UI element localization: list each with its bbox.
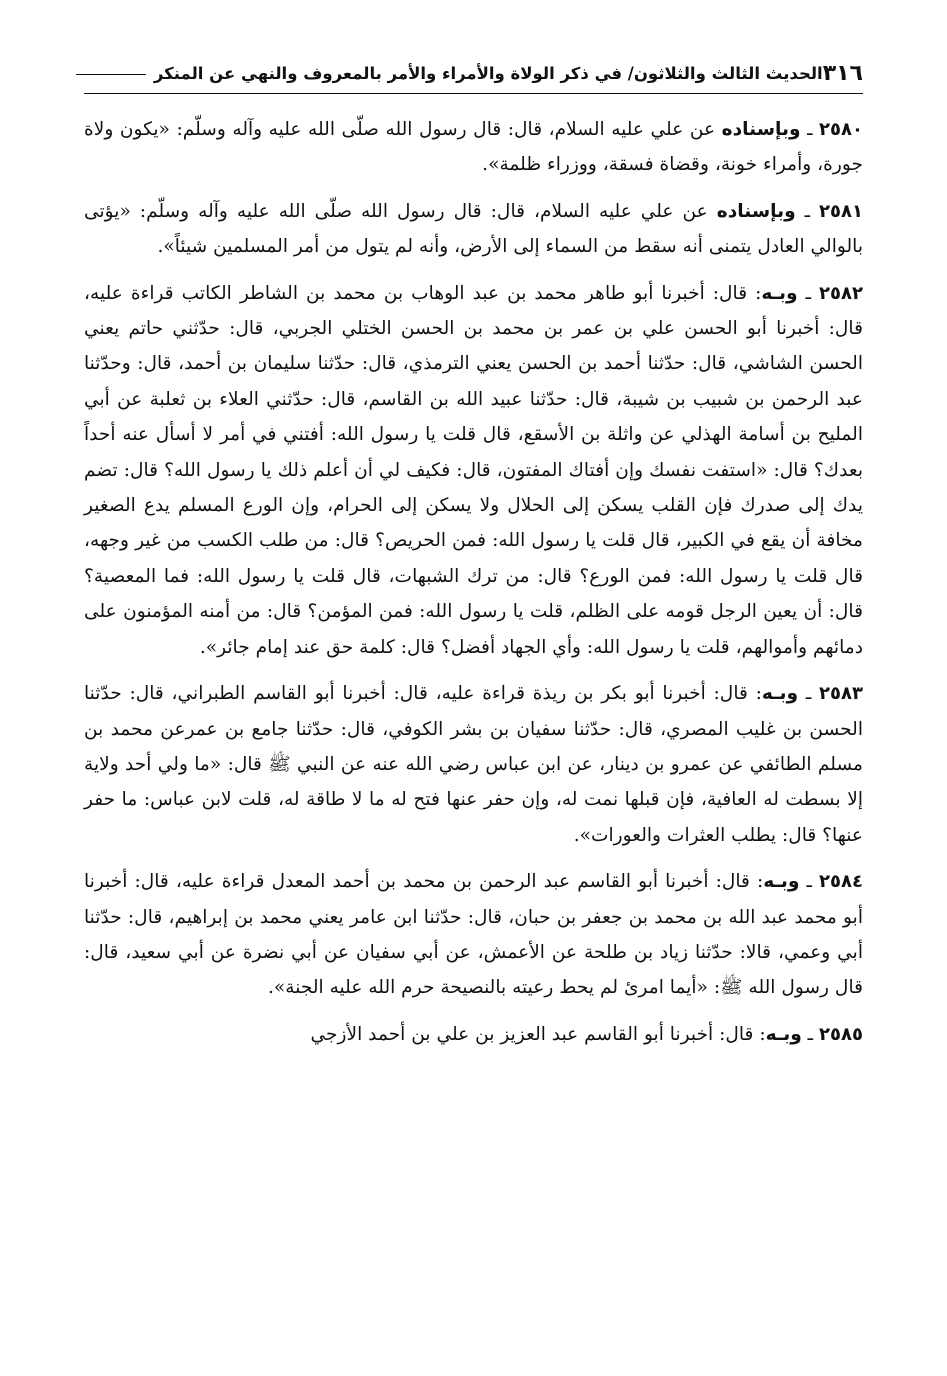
hadith-dash: ـ bbox=[795, 200, 820, 222]
hadith-number: ٢٥٨٢ bbox=[819, 282, 863, 304]
hadith-number: ٢٥٨٥ bbox=[819, 1023, 863, 1045]
hadith-2583 bbox=[84, 676, 863, 853]
hadith-2585 bbox=[84, 1017, 863, 1052]
hadith-text: عن علي عليه السلام، قال: قال رسول الله صلّى الله عليه وآله وسلّم: «يكون ولاة جورة، وأمراء خونة، وقضاة فسقة، ووزراء ظلمة». bbox=[84, 119, 863, 176]
hadith-dash: ـ bbox=[800, 119, 820, 140]
hadith-number: ٢٥٨٣ bbox=[819, 683, 863, 705]
hadith-lead: وبإسناده bbox=[716, 200, 796, 222]
running-header bbox=[84, 58, 863, 94]
hadith-text: : قال: أخبرنا أبو طاهر محمد بن عبد الوهاب بن محمد بن الشاطر الكاتب قراءة عليه، قال: أخبرنا أبو الحسن علي بن عمر بن محمد بن الحسن الختلي الجربي، قال: حدّثني حاتم يعني الحسن الشاشي، قال: حدّثنا أحمد بن الحسن يعني الترمذي، قال: حدّثنا سليمان بن أحمد، قال: وحدّثنا عبد الرحمن بن شبيب بن شيبة، قال: حدّثنا عبيد الله بن القاسم، قال: حدّثني العلاء بن ثعلبة عن أبي المليح بن أسامة الهذلي عن واثلة بن الأسقع، قال قلت يا رسول الله: أفتني في أمر لا أسأل عنه أحداً بعدك؟ قال: «استفت نفسك وإن أفتاك المفتون، قال: فكيف لي أن أعلم ذلك يا رسول الله؟ قال: تضم يدك إلى صدرك فإن القلب يسكن إلى الحلال ولا يسكن إلى الحرام، وإن الورع المسلم يدع الصغير مخافة أن يقع في الكبير، قال قلت يا رسول الله: فمن الحريص؟ قال: من طلب الكسب من غير وجهه، قال قلت يا رسول الله: فمن الورع؟ قال: من ترك الشبهات، قال قلت يا رسول الله: فما المعصية؟ قال: أن يعين الرجل قومه على الظلم، قلت يا رسول الله: فمن المؤمن؟ قال: من أمنه المؤمنون على دمائهم وأموالهم، قلت يا رسول الله: وأي الجهاد أفضل؟ قال: كلمة حق عند إمام جائر». bbox=[84, 282, 863, 658]
hadith-lead: وبـه bbox=[761, 683, 799, 705]
hadith-2584 bbox=[84, 864, 863, 1006]
hadith-text: : قال: أخبرنا أبو القاسم عبد الرحمن بن محمد بن أحمد المعدل قراءة عليه، قال: أخبرنا أبو محمد عبد الله بن محمد بن جعفر بن حبان، قال: حدّثنا ابن عامر يعني محمد بن إبراهيم، قال: حدّثنا أبي وعمي، قالا: حدّثنا زياد بن طلحة عن الأعمش، عن أبي سفيان عن أبي نضرة عن أبي سعيد، قال: قال رسول الله ﷺ: «أيما امرئ لم يحط رعيته بالنصيحة حرم الله عليه الجنة». bbox=[84, 871, 863, 999]
hadith-dash: ـ bbox=[801, 1023, 820, 1045]
hadith-2581 bbox=[84, 194, 863, 265]
hadith-number: ٢٥٨٤ bbox=[819, 871, 863, 893]
hadith-2582 bbox=[84, 276, 863, 665]
hadith-text: عن علي عليه السلام، قال: قال رسول الله صلّى الله عليه وآله وسلّم: «يؤتى بالوالي العادل يتمنى أنه سقط من السماء إلى الأرض، وأنه لم يتول من أمر المسلمين شيئاً». bbox=[84, 200, 863, 258]
hadith-number: ٢٥٨٠ bbox=[819, 119, 863, 140]
chapter-title-text: الحديث الثالث والثلاثون/ في ذكر الولاة والأمراء والأمر بالمعروف والنهي عن المنكر bbox=[153, 64, 823, 83]
hadith-number: ٢٥٨١ bbox=[819, 200, 863, 222]
hadith-lead: وبإسناده bbox=[721, 119, 801, 140]
chapter-title bbox=[76, 61, 823, 87]
hadith-text: : قال: أخبرنا أبو القاسم عبد العزيز بن علي بن أحمد الأزجي bbox=[310, 1023, 766, 1045]
hadith-dash: ـ bbox=[798, 683, 820, 705]
hadith-lead: وبـه bbox=[763, 871, 800, 893]
hadith-dash: ـ bbox=[797, 282, 820, 304]
page-number: ٣١٦ bbox=[822, 61, 863, 86]
hadith-text: : قال: أخبرنا أبو بكر بن ريذة قراءة عليه، قال: أخبرنا أبو القاسم الطبراني، قال: حدّثنا الحسن بن غليب المصري، قال: حدّثنا سفيان بن بشر الكوفي، قال: حدّثنا جامع بن عمرعن محمد بن مسلم الطائفي عن عمرو بن دينار، عن ابن عباس رضي الله عنه عن النبي ﷺ قال: «ما ولي أحد ولاية إلا بسطت له العافية، فإن قبلها نمت له، وإن حفر عنها فتح له ما لا طاقة له، قلت لابن عباس: ما حفر عنها؟ قال: يطلب العثرات والعورات». bbox=[84, 683, 863, 846]
hadith-2580 bbox=[84, 112, 863, 183]
hadith-lead: وبـه bbox=[765, 1023, 802, 1045]
title-rule bbox=[76, 74, 146, 75]
hadith-lead: وبـه bbox=[761, 282, 798, 304]
hadith-dash: ـ bbox=[799, 871, 820, 893]
